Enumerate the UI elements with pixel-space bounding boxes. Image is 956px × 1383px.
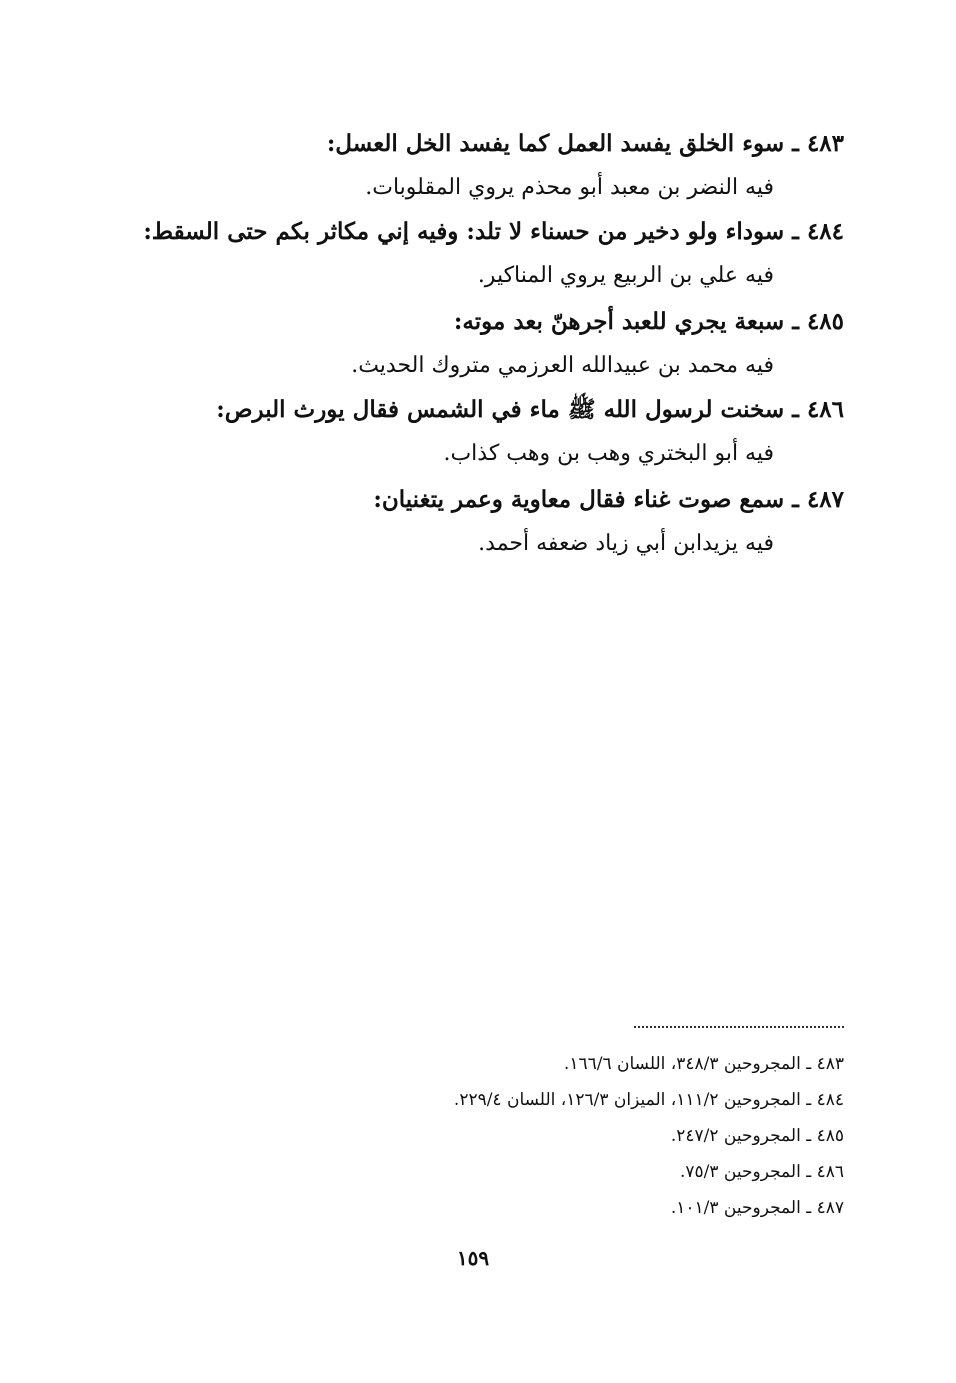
footnote-483: ٤٨٣ ـ المجروحين ٣٤٨/٣، اللسان ١٦٦/٦. — [563, 1054, 844, 1074]
footnote-487: ٤٨٧ ـ المجروحين ١٠١/٣. — [670, 1198, 844, 1218]
page-number: ١٥٩ — [456, 1246, 490, 1270]
entry-note: فيه يزيدابن أبي زياد ضعفه أحمد. — [478, 531, 774, 556]
entry-heading: ٤٨٤ ـ سوداء ولو دخير من حسناء لا تلد: وفيه إني مكاثر بكم حتى السقط: — [143, 218, 844, 245]
footnote-separator — [634, 1026, 844, 1028]
footnote-484: ٤٨٤ ـ المجروحين ١١١/٢، الميزان ١٢٦/٣، اللسان ٢٢٩/٤. — [453, 1090, 844, 1110]
footnotes — [284, 1046, 844, 1226]
entry-note: فيه النضر بن معبد أبو محذم يروي المقلوبات. — [365, 175, 774, 200]
entry-note: فيه محمد بن عبيدالله العرزمي متروك الحديث. — [351, 353, 774, 378]
entry-485 — [124, 300, 844, 388]
entry-note: فيه علي بن الربيع يروي المناكير. — [477, 263, 774, 288]
entry-heading: ٤٨٧ ـ سمع صوت غناء فقال معاوية وعمر يتغنيان: — [373, 486, 844, 513]
hadith-entries — [124, 122, 844, 566]
entry-heading: ٤٨٦ ـ سخنت لرسول الله ﷺ ماء في الشمس فقال يورث البرص: — [216, 396, 844, 423]
entry-487 — [124, 478, 844, 566]
entry-note: فيه أبو البختري وهب بن وهب كذاب. — [443, 441, 774, 466]
entry-483 — [124, 122, 844, 210]
entry-heading: ٤٨٥ ـ سبعة يجري للعبد أجرهنّ بعد موته: — [453, 308, 844, 335]
footnote-486: ٤٨٦ ـ المجروحين ٧٥/٣. — [679, 1162, 844, 1182]
entry-heading: ٤٨٣ ـ سوء الخلق يفسد العمل كما يفسد الخل العسل: — [326, 130, 844, 157]
entry-486 — [124, 388, 844, 478]
entry-484 — [124, 210, 844, 300]
footnote-485: ٤٨٥ ـ المجروحين ٢٤٧/٢. — [670, 1126, 844, 1146]
